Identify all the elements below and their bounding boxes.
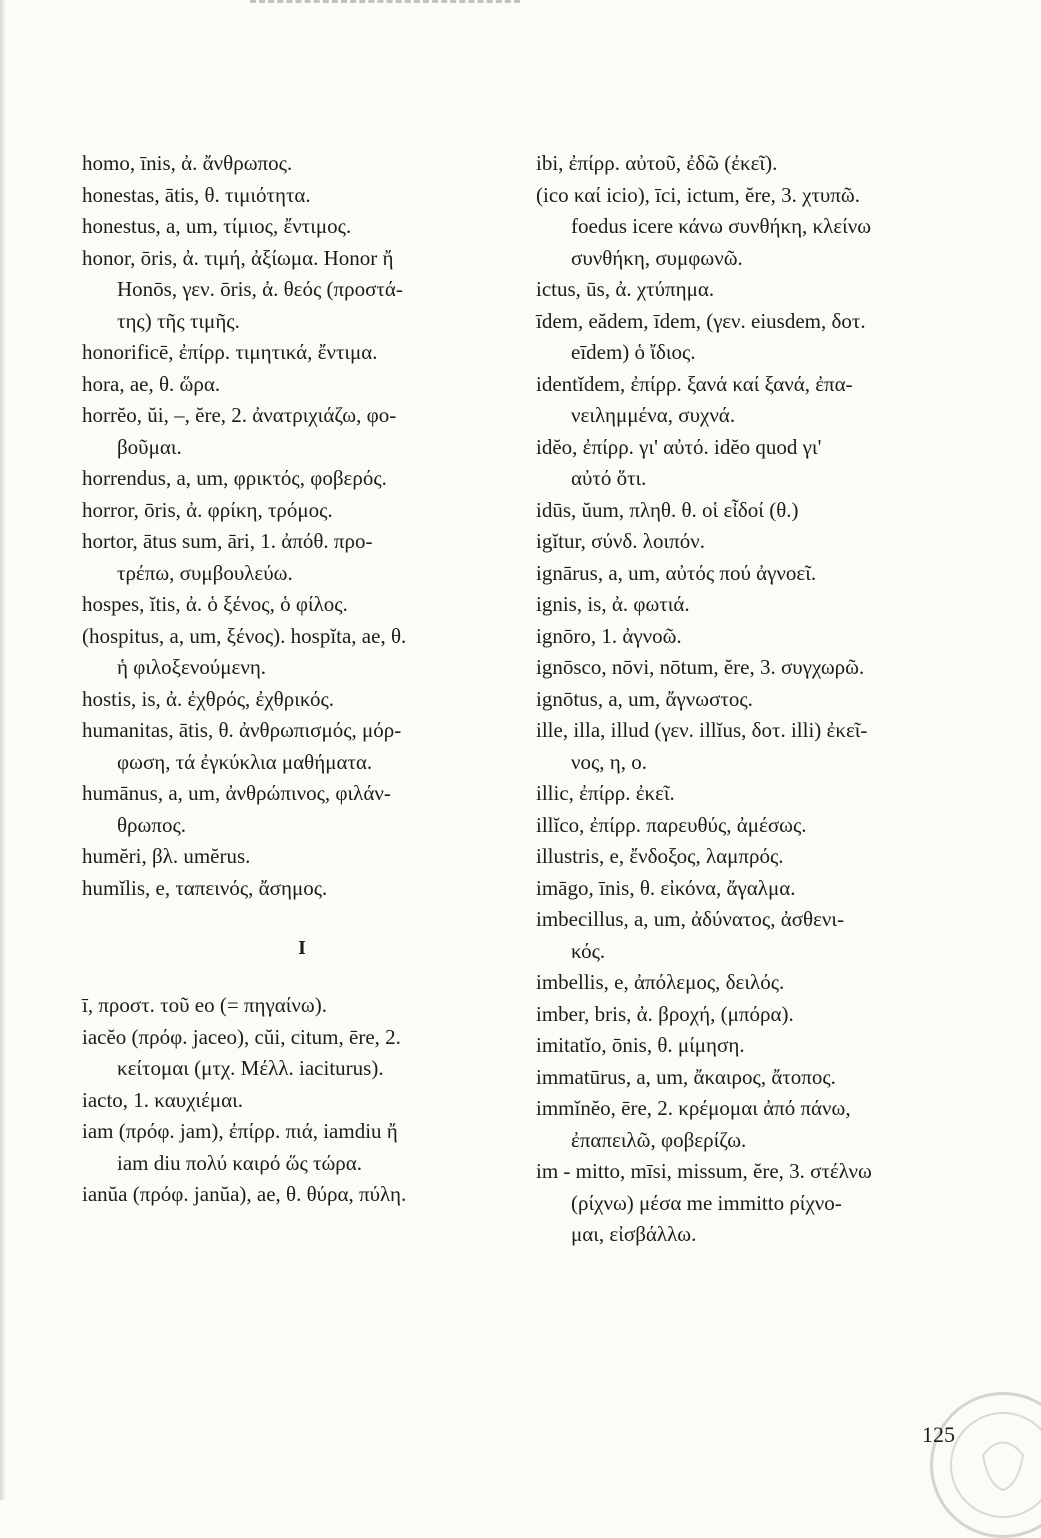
entry-headline: humanitas, ātis, θ. ἀνθρωπισμός, μόρ-	[82, 718, 402, 742]
page-edge-shadow	[0, 0, 6, 1500]
dictionary-entry	[82, 873, 522, 905]
dictionary-entry	[82, 1022, 522, 1085]
entry-headline: humĕri, βλ. umĕrus.	[82, 844, 251, 868]
dictionary-entry	[536, 684, 976, 716]
entry-headline: imbecillus, a, um, ἀδύνατος, ἀσθενι-	[536, 907, 845, 931]
entry-headline: igĭtur, σύνδ. λοιπόν.	[536, 529, 705, 553]
entry-headline: illic, ἐπίρρ. ἐκεῖ.	[536, 781, 675, 805]
dictionary-entry	[536, 621, 976, 653]
entry-headline: īdem, eădem, īdem, (γεν. eiusdem, δοτ.	[536, 308, 866, 333]
entry-headline: (hospitus, a, um, ξένος). hospĭta, ae, θ.	[82, 623, 407, 648]
dictionary-entry	[536, 715, 976, 778]
dictionary-entry	[82, 400, 522, 463]
entry-headline: ibi, ἐπίρρ. αὐτοῦ, ἐδῶ (ἐκεῖ).	[536, 151, 778, 175]
entry-headline: im - mitto, mīsi, missum, ĕre, 3. στέλνω	[536, 1159, 872, 1183]
dictionary-entry	[536, 999, 976, 1031]
dictionary-entry	[536, 841, 976, 873]
dictionary-entry	[536, 1156, 976, 1251]
dictionary-entry	[536, 369, 976, 432]
entry-continuation: Honōs, γεν. ōris, ἀ. θεός (προστά-	[117, 277, 403, 301]
entry-headline: ictus, ūs, ἀ. χτύπημα.	[536, 277, 715, 301]
entry-headline: honor, ōris, ἀ. τιμή, ἀξίωμα. Honor ἤ	[82, 245, 394, 270]
left-entries-h	[82, 148, 522, 904]
entry-headline: humĭlis, e, ταπεινός, ἄσημος.	[82, 875, 328, 900]
entry-headline: ignōsco, nōvi, nōtum, ĕre, 3. συγχωρῶ.	[536, 655, 865, 679]
entry-headline: iacto, 1. καυχιέμαι.	[82, 1087, 244, 1112]
entry-headline: immatūrus, a, um, ἄκαιρος, ἄτοπος.	[536, 1064, 836, 1089]
dictionary-entry	[82, 990, 522, 1022]
dictionary-entry	[82, 1116, 522, 1179]
entry-continuation: βοῦμαι.	[117, 434, 182, 459]
entry-headline: iam (πρόφ. jam), ἐπίρρ. πιά, iamdiu ἤ	[82, 1119, 398, 1143]
entry-continuation: αὐτό ὅτι.	[571, 466, 647, 490]
entry-headline: idĕo, ἐπίρρ. γι' αὐτό. idĕo quod γι'	[536, 434, 822, 459]
entry-headline: illustris, e, ἔνδοξος, λαμπρός.	[536, 844, 784, 868]
dictionary-entry	[82, 526, 522, 589]
entry-continuation: της) τῆς τιμῆς.	[117, 308, 240, 333]
dictionary-entry	[536, 274, 976, 306]
dictionary-entry	[82, 463, 522, 495]
entry-continuation: νος, η, ο.	[571, 749, 648, 774]
dictionary-entry	[82, 180, 522, 212]
entry-headline: hospes, ĭtis, ἀ. ὁ ξένος, ὁ φίλος.	[82, 592, 348, 616]
dictionary-entry	[536, 495, 976, 527]
dictionary-entry	[536, 589, 976, 621]
entry-continuation: ἐπαπειλῶ, φοβερίζω.	[571, 1127, 747, 1152]
entry-continuation: νειλημμένα, συχνά.	[571, 403, 736, 427]
entry-headline: homo, īnis, ἀ. ἄνθρωπος.	[82, 151, 293, 175]
entry-headline: horrendus, a, um, φρικτός, φοβερός.	[82, 466, 387, 490]
entry-headline: hora, ae, θ. ὥρα.	[82, 371, 221, 396]
dictionary-entry	[82, 337, 522, 369]
entry-continuation: τρέπω, συμβουλεύω.	[117, 560, 293, 585]
top-edge-mark	[250, 0, 520, 9]
dictionary-entry	[536, 306, 976, 369]
entry-headline: ignārus, a, um, αὐτός πού ἀγνοεῖ.	[536, 560, 817, 585]
page-number: 125	[922, 1422, 955, 1447]
dictionary-entry	[82, 778, 522, 841]
section-letter-i: I	[298, 937, 306, 959]
dictionary-entry	[536, 967, 976, 999]
dictionary-entry	[82, 148, 522, 180]
entry-headline: ignōtus, a, um, ἄγνωστος.	[536, 686, 753, 711]
library-stamp-icon	[930, 1392, 1041, 1538]
entry-headline: imbellis, e, ἀπόλεμος, δειλός.	[536, 970, 785, 994]
entry-headline: honorificē, ἐπίρρ. τιμητικά, ἔντιμα.	[82, 340, 378, 364]
entry-headline: honestus, a, um, τίμιος, ἔντιμος.	[82, 214, 352, 238]
entry-continuation: (ρίχνω) μέσα me immitto ρίχνο-	[571, 1190, 842, 1215]
entry-headline: ille, illa, illud (γεν. illĭus, δοτ. illi) ἐκεῖ-	[536, 718, 868, 742]
entry-headline: (ico καί icio), īci, ictum, ĕre, 3. χτυπῶ.	[536, 182, 860, 207]
dictionary-entry	[536, 904, 976, 967]
entry-continuation: ἡ φιλοξενούμενη.	[117, 655, 267, 679]
entry-headline: imitatĭo, ōnis, θ. μίμηση.	[536, 1033, 745, 1057]
dictionary-entry	[536, 526, 976, 558]
dictionary-entry	[536, 432, 976, 495]
dictionary-entry	[82, 243, 522, 338]
dictionary-entry	[82, 621, 522, 684]
dictionary-entry	[82, 589, 522, 621]
dictionary-entry	[82, 1179, 522, 1211]
entry-headline: imber, bris, ἀ. βροχή, (μπόρα).	[536, 1001, 794, 1026]
entry-headline: illĭco, ἐπίρρ. παρευθύς, ἀμέσως.	[536, 812, 807, 837]
entry-continuation: μαι, εἰσβάλλω.	[571, 1222, 697, 1246]
entry-continuation: iam diu πολύ καιρό ὥς τώρα.	[117, 1150, 363, 1175]
entry-headline: horrĕo, ŭi, –, ĕre, 2. ἀνατριχιάζω, φο-	[82, 403, 397, 427]
entry-headline: identĭdem, ἐπίρρ. ξανά καί ξανά, ἐπα-	[536, 371, 853, 396]
entry-continuation: eīdem) ὁ ἴδιος.	[571, 340, 696, 364]
entry-continuation: συνθήκη, συμφωνῶ.	[571, 245, 743, 270]
dictionary-entry	[536, 1030, 976, 1062]
entry-continuation: φωση, τά ἐγκύκλια μαθήματα.	[117, 749, 373, 774]
dictionary-entry	[82, 369, 522, 401]
dictionary-entry	[82, 211, 522, 243]
entry-headline: honestas, ātis, θ. τιμιότητα.	[82, 182, 311, 207]
entry-continuation: κός.	[571, 938, 606, 963]
dictionary-entry	[536, 180, 976, 275]
dictionary-entry	[536, 148, 976, 180]
entry-headline: iacĕo (πρόφ. jaceo), cŭi, citum, ēre, 2.	[82, 1024, 401, 1049]
dictionary-entry	[536, 778, 976, 810]
entry-headline: humānus, a, um, ἀνθρώπινος, φιλάν-	[82, 781, 391, 805]
dictionary-entry	[82, 1085, 522, 1117]
entry-headline: ī, προστ. τοῦ eo (= πηγαίνω).	[82, 993, 327, 1017]
dictionary-entry	[82, 684, 522, 716]
dictionary-entry	[536, 1093, 976, 1156]
entry-headline: hostis, is, ἀ. ἐχθρός, ἐχθρικός.	[82, 686, 335, 711]
right-entries-i	[536, 148, 976, 1251]
entry-headline: ianŭa (πρόφ. janŭa), ae, θ. θύρα, πύλη.	[82, 1182, 407, 1206]
entry-headline: ignis, is, ἀ. φωτιά.	[536, 592, 690, 616]
dictionary-entry	[82, 495, 522, 527]
right-column	[536, 148, 976, 1251]
dictionary-entry	[536, 558, 976, 590]
entry-headline: imāgo, īnis, θ. εἰκόνα, ἄγαλμα.	[536, 875, 796, 900]
entry-continuation: κείτομαι (μτχ. Μέλλ. iaciturus).	[117, 1056, 384, 1080]
entry-headline: idūs, ŭum, πληθ. θ. οἱ εἶδοί (θ.)	[536, 497, 799, 522]
dictionary-entry	[536, 1062, 976, 1094]
entry-headline: hortor, ātus sum, āri, 1. ἀπόθ. προ-	[82, 529, 373, 553]
entry-continuation: θρωπος.	[117, 812, 187, 837]
dictionary-entry	[82, 841, 522, 873]
entry-headline: horror, ōris, ἀ. φρίκη, τρόμος.	[82, 497, 333, 522]
dictionary-entry	[536, 810, 976, 842]
entry-headline: immĭnĕo, ēre, 2. κρέμομαι ἀπό πάνω,	[536, 1096, 851, 1120]
dictionary-entry	[536, 873, 976, 905]
dictionary-entry	[536, 652, 976, 684]
entry-continuation: foedus icere κάνω συνθήκη, κλείνω	[571, 214, 872, 238]
left-entries-i	[82, 990, 522, 1211]
dictionary-entry	[82, 715, 522, 778]
left-column	[82, 148, 522, 1211]
entry-headline: ignōro, 1. ἀγνοῶ.	[536, 623, 682, 648]
